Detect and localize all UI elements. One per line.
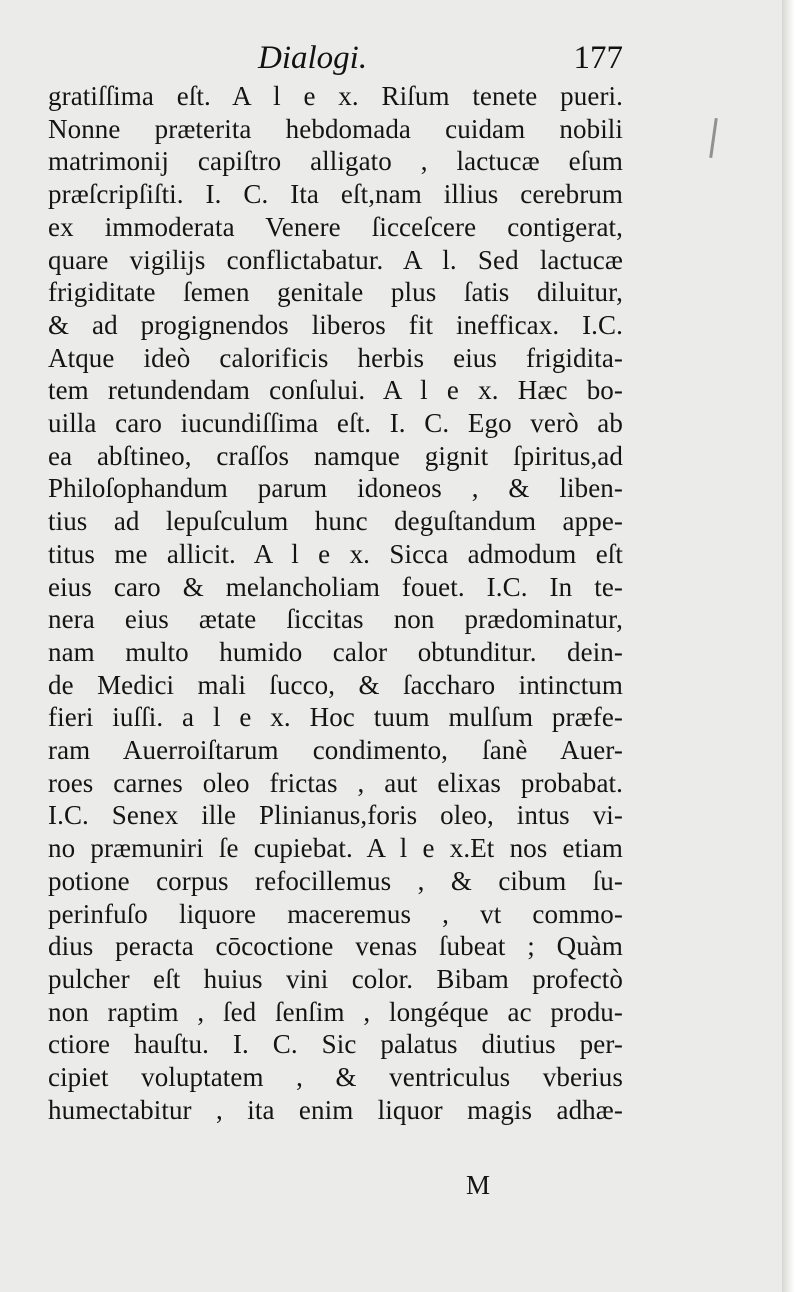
- page-edge: [782, 0, 800, 1292]
- text-line: non raptim , ſed ſenſim , longéque ac produ-: [48, 996, 623, 1027]
- text-line: uilla caro iucundiſſima eſt. I. C. Ego verò ab: [48, 408, 623, 439]
- text-line: Atque ideò calorificis herbis eius frigidita-: [48, 342, 623, 373]
- body-text: [48, 80, 623, 1127]
- text-line: de Medici mali ſucco, & ſaccharo intinctum: [48, 669, 623, 700]
- text-line: gratiſſima eſt. A l e x. Riſum tenete pueri.: [48, 81, 623, 111]
- text-line: cipiet voluptatem , & ventriculus vberius: [48, 1062, 623, 1093]
- running-title: Dialogi.: [258, 40, 368, 76]
- text-line: perinfuſo liquore maceremus , vt commo-: [48, 898, 623, 929]
- page-number: 177: [573, 40, 623, 76]
- stray-ink-mark: [709, 118, 718, 158]
- text-line: ctiore hauſtu. I. C. Sic palatus diutius per-: [48, 1029, 623, 1060]
- text-line: Nonne præterita hebdomada cuidam nobili: [48, 113, 623, 144]
- text-line: roes carnes oleo frictas , aut elixas probabat.: [48, 767, 623, 798]
- text-line: & ad progignendos liberos fit inefficax. I.C.: [48, 309, 623, 340]
- text-line: tem retundendam conſului. A l e x. Hæc bo-: [48, 375, 623, 406]
- text-line: nera eius ætate ſiccitas non prædominatur,: [48, 604, 623, 635]
- signature-mark: M: [466, 1170, 491, 1200]
- text-line: matrimonij capiſtro alligato , lactucæ eſum: [48, 146, 623, 177]
- text-line: quare vigilijs conflictabatur. A l. Sed lactucæ: [48, 244, 623, 275]
- text-line: frigiditate ſemen genitale plus ſatis diluitur,: [48, 277, 623, 308]
- text-line: ram Auerroiſtarum condimento, ſanè Auer-: [48, 735, 623, 766]
- text-line: pulcher eſt huius vini color. Bibam profectò: [48, 963, 623, 994]
- text-line: ea abſtineo, craſſos namque gignit ſpiritus,ad: [48, 440, 623, 471]
- text-line: dius peracta cōcoctione venas ſubeat ; Quàm: [48, 931, 623, 962]
- text-line: I.C. Senex ille Plinianus,foris oleo, intus vi-: [48, 800, 623, 831]
- text-line: eius caro & melancholiam fouet. I.C. In te-: [48, 571, 623, 602]
- text-line: fieri iuſſi. a l e x. Hoc tuum mulſum præfe-: [48, 702, 623, 733]
- text-line: præſcripſiſti. I. C. Ita eſt,nam illius cerebrum: [48, 179, 623, 210]
- text-line: ex immoderata Venere ſicceſcere contigerat,: [48, 211, 623, 242]
- text-line: nam multo humido calor obtunditur. dein-: [48, 636, 623, 667]
- text-line: Philoſophandum parum idoneos , & liben-: [48, 473, 623, 504]
- text-line: potione corpus refocillemus , & cibum ſu-: [48, 865, 623, 896]
- text-line: no præmuniri ſe cupiebat. A l e x.Et nos etiam: [48, 833, 623, 864]
- text-line: humectabitur , ita enim liquor magis adhæ-: [48, 1094, 623, 1125]
- text-line: tius ad lepuſculum hunc deguſtandum appe-: [48, 506, 623, 537]
- text-line: titus me allicit. A l e x. Sicca admodum eſt: [48, 538, 623, 569]
